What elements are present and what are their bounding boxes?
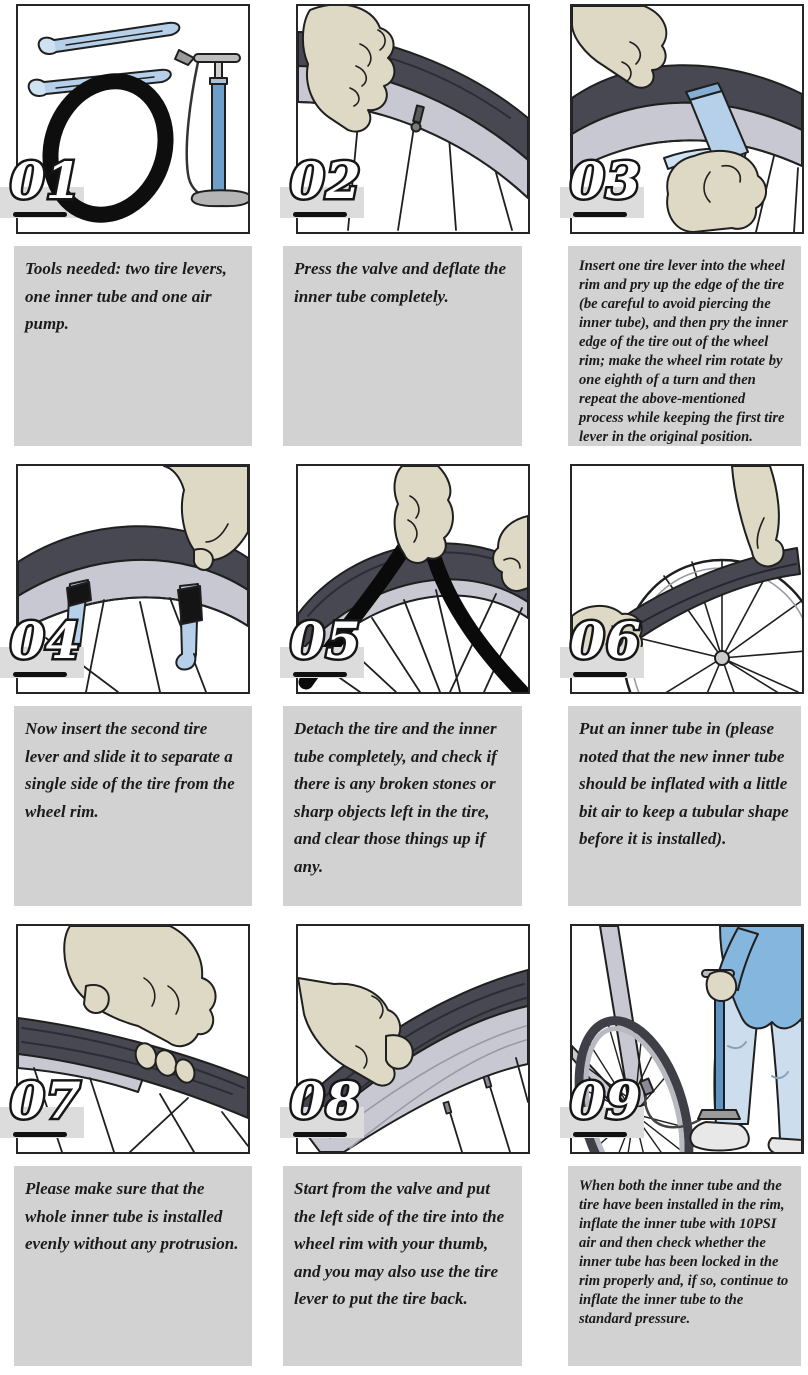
hand-left: [395, 466, 453, 563]
hand: [298, 978, 413, 1086]
step-number: 06: [570, 611, 642, 670]
step-number-underline: [293, 1132, 347, 1137]
wheel-hub: [715, 651, 729, 665]
step-number: 02: [290, 151, 362, 210]
step-9-cell: [540, 920, 808, 1375]
step-description: Please make sure that the whole inner tube is installed evenly without any protrusion.: [14, 1166, 252, 1366]
step-8-cell: [270, 920, 539, 1375]
step-number: 07: [10, 1071, 82, 1130]
step-description: Detach the tire and the inner tube completely, and check if there is any broken stones or sharp objects left in the tire, and clear those things up if any.: [283, 706, 522, 906]
step-number-underline: [13, 1132, 67, 1137]
step-number: 04: [10, 611, 82, 670]
step-description: Tools needed: two tire levers, one inner tube and one air pump.: [14, 246, 252, 446]
step-number: 03: [570, 151, 642, 210]
step-6-cell: [540, 460, 808, 918]
tire-lever-icon: [39, 23, 180, 54]
step-number: 05: [290, 611, 362, 670]
step-1-cell: [0, 0, 269, 458]
air-pump-icon: [175, 50, 248, 206]
step-number-underline: [573, 1132, 627, 1137]
hand-lower: [667, 151, 766, 232]
glove-hand: [707, 971, 737, 1001]
step-number-underline: [13, 212, 67, 217]
step-description: Press the valve and deflate the inner tube completely.: [283, 246, 522, 446]
step-3-cell: [540, 0, 808, 458]
step-description: Put an inner tube in (please noted that the new inner tube should be inflated with a little bit air to keep a tubular shape before it is installed).: [568, 706, 801, 906]
step-description: Insert one tire lever into the wheel rim and pry up the edge of the tire (be careful to avoid piercing the inner tube), and then pry the inner edge of the tire out of the wheel rim; make the wheel rim rotate by one eighth of a turn and then repeat the above-mentioned process while keeping the first tire lever in the original position.: [568, 246, 801, 446]
step-number: 08: [290, 1071, 362, 1130]
step-5-cell: [270, 460, 539, 918]
step-number-underline: [293, 672, 347, 677]
step-number: 09: [570, 1071, 642, 1130]
hand-upper: [572, 6, 666, 88]
step-description: Now insert the second tire lever and slide it to separate a single side of the tire from the wheel rim.: [14, 706, 252, 906]
step-number-underline: [573, 672, 627, 677]
step-number-underline: [573, 212, 627, 217]
step-description: When both the inner tube and the tire have been installed in the rim, inflate the inner tube with 10PSI air and then check whether the inner tube has been locked in the rim properly and, if so, continue to inflate the inner tube to the standard pressure.: [568, 1166, 801, 1366]
step-description: Start from the valve and put the left side of the tire into the wheel rim with your thumb, and you may also use the tire lever to put the tire back.: [283, 1166, 522, 1366]
hand-right: [732, 466, 784, 566]
step-number: 01: [10, 151, 82, 210]
step-number-underline: [13, 672, 67, 677]
step-4-cell: [0, 460, 269, 918]
step-7-cell: [0, 920, 269, 1375]
step-2-cell: [270, 0, 539, 458]
step-number-underline: [293, 212, 347, 217]
